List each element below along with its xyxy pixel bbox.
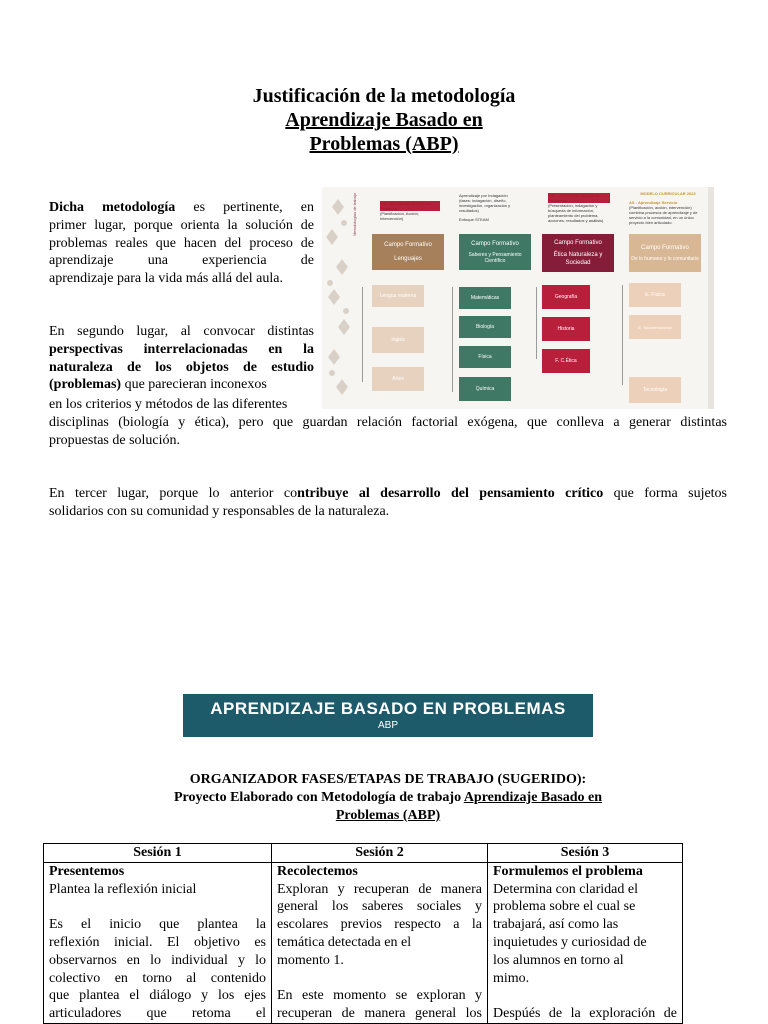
cell-sesion-1: Presentemos Plantea la reflexión inicial Es el inicio que plantea la reflexión inicial. El objetivo es observarnos en lo individual y lo colectivo en torno al contenido que plantea el diálogo y los ejes articuladores que retoma el bbox=[44, 862, 272, 1023]
campo-lenguajes: Campo Formativo Lenguajes bbox=[372, 234, 444, 270]
paragraph-2-line-3: naturaleza de los objetos de estudio bbox=[49, 359, 314, 375]
phase-formulemos: Formulemos el problema bbox=[493, 863, 643, 879]
title-line-2: Aprendizaje Basado en bbox=[285, 109, 483, 131]
title-line-1: Justificación de la metodología bbox=[252, 85, 516, 107]
campo-humano: Campo Formativo De lo humano y lo comunitario bbox=[629, 234, 701, 272]
banner-subtitle: ABP bbox=[377, 720, 398, 731]
paragraph-2-line-1: En segundo lugar, al convocar distintas bbox=[49, 324, 314, 339]
diagram-vertical-label: Metodologías de trabajo bbox=[352, 193, 357, 236]
paragraph-1 bbox=[49, 199, 314, 288]
item-fisica: Física bbox=[459, 346, 511, 368]
col4-connector bbox=[622, 285, 623, 385]
organizer-title bbox=[0, 771, 768, 824]
item-e-fisica: E. Física bbox=[629, 283, 681, 307]
diagram-edge bbox=[708, 187, 714, 409]
abp-banner bbox=[183, 694, 593, 737]
phase-presentemos: Presentemos bbox=[49, 863, 125, 879]
paragraph-2 bbox=[49, 323, 314, 394]
paragraph-2-line-2: perspectivas interrelacionadas en la bbox=[49, 341, 314, 357]
campo-saberes: Campo Formativo Saberes y Pensamiento Científico bbox=[459, 234, 531, 270]
item-lengua-materna: Lengua materna bbox=[372, 285, 424, 307]
phase-recolectemos: Recolectemos bbox=[277, 863, 358, 879]
col2-header: Aprendizaje por Indagación (fases: indagación, diseño, investigación, organización y resultados) Enfoque STEAM bbox=[459, 193, 511, 222]
col3-connector bbox=[536, 287, 537, 359]
item-biologia: Biología bbox=[459, 316, 511, 338]
col1-header: ABP-Aprendizaje Basado en Proyectos (Planificación, Acción, Intervención) bbox=[380, 201, 440, 221]
banner-title: APRENDIZAJE BASADO EN PROBLEMAS bbox=[210, 699, 566, 718]
item-fc-etica: F. C.Ética bbox=[542, 349, 590, 373]
paragraph-3-line-1: En tercer lugar, porque lo anterior contribuye al desarrollo del pensamiento crítico que forma sujetos bbox=[49, 486, 728, 501]
table-row bbox=[44, 862, 683, 1023]
methodology-diagram bbox=[322, 187, 714, 409]
organizer-line-3: Problemas (ABP) bbox=[335, 807, 441, 823]
paragraph-2-line-5: en los criterios y métodos de las diferentes bbox=[49, 397, 288, 412]
item-artes: Artes bbox=[372, 367, 424, 391]
table-header-row bbox=[44, 844, 683, 863]
paragraph-2-line-6: disciplinas (biología y ética), pero que guardan relación factorial exógena, que conlleva a generar distintas bbox=[49, 414, 727, 430]
header-sesion-1: Sesión 1 bbox=[44, 844, 272, 863]
col3-header: ABP - Aprendizaje Basado en Problemas (Presentación, indagación y búsqueda de información, planteamiento del problema, acciones, resultados y análisis) bbox=[548, 193, 610, 223]
paragraph-1-line-4: aprendizaje una experiencia de bbox=[49, 253, 314, 269]
paragraph-1-line-3: problemas reales que hacen del proceso de bbox=[49, 235, 314, 251]
paragraph-1-line-1: Dicha metodología es pertinente, en bbox=[49, 200, 315, 215]
organizer-line-1: ORGANIZADOR FASES/ETAPAS DE TRABAJO (SUGERIDO): bbox=[189, 772, 587, 787]
item-geografia: Geografía bbox=[542, 285, 590, 309]
item-e-socioemocional: E. Socioemocional bbox=[629, 315, 681, 339]
paragraph-2-line-4: (problemas) que parecieran inconexos bbox=[49, 377, 267, 393]
organizer-line-2: Proyecto Elaborado con Metodología de trabajo Aprendizaje Basado en bbox=[173, 789, 603, 805]
paragraph-3 bbox=[49, 485, 727, 521]
cell-sesion-2: Recolectemos Exploran y recuperan de manera general los saberes sociales y escolares previos respecto a la temática detectada en el momento 1. En este momento se exploran y recuperan de manera general los bbox=[272, 862, 488, 1023]
header-sesion-2: Sesión 2 bbox=[272, 844, 488, 863]
item-ingles: Inglés bbox=[372, 327, 424, 353]
col1-connector bbox=[362, 287, 363, 382]
title-line-3: Problemas (ABP) bbox=[309, 133, 459, 155]
header-sesion-3: Sesión 3 bbox=[488, 844, 683, 863]
paragraph-3-line-2: solidarios con su comunidad y responsables de la naturaleza. bbox=[49, 503, 390, 519]
decorative-pattern-icon bbox=[322, 187, 372, 409]
item-historia: Historia bbox=[542, 317, 590, 341]
document-title bbox=[0, 84, 768, 156]
item-matematicas: Matemáticas bbox=[459, 287, 511, 309]
paragraph-1-line-5: aprendizaje para la vida más allá del aula. bbox=[49, 271, 283, 287]
paragraph-2-line-7: propuestas de solución. bbox=[49, 432, 181, 448]
item-quimica: Química bbox=[459, 377, 511, 401]
campo-etica: Campo Formativo Ética Naturaleza y Sociedad bbox=[542, 234, 614, 272]
item-tecnologia: Tecnología bbox=[629, 377, 681, 403]
cell-sesion-3: Formulemos el problema Determina con claridad el problema sobre el cual se trabajará, así como las inquietudes y curiosidad de los alumnos en torno al mimo. Despúés de la exploración de bbox=[488, 862, 683, 1023]
paragraph-1-line-2: primer lugar, porque orienta la solución de bbox=[49, 217, 314, 233]
col2-connector bbox=[452, 287, 453, 392]
sessions-table bbox=[43, 843, 683, 1024]
col4-header: MODELO CURRICULAR 2022 AS - Aprendizaje Servicio (Planificación, acción, intervención) combina procesos de aprendizaje y de servicio a la comunidad, en un único proyecto bien articulado. bbox=[629, 191, 698, 225]
